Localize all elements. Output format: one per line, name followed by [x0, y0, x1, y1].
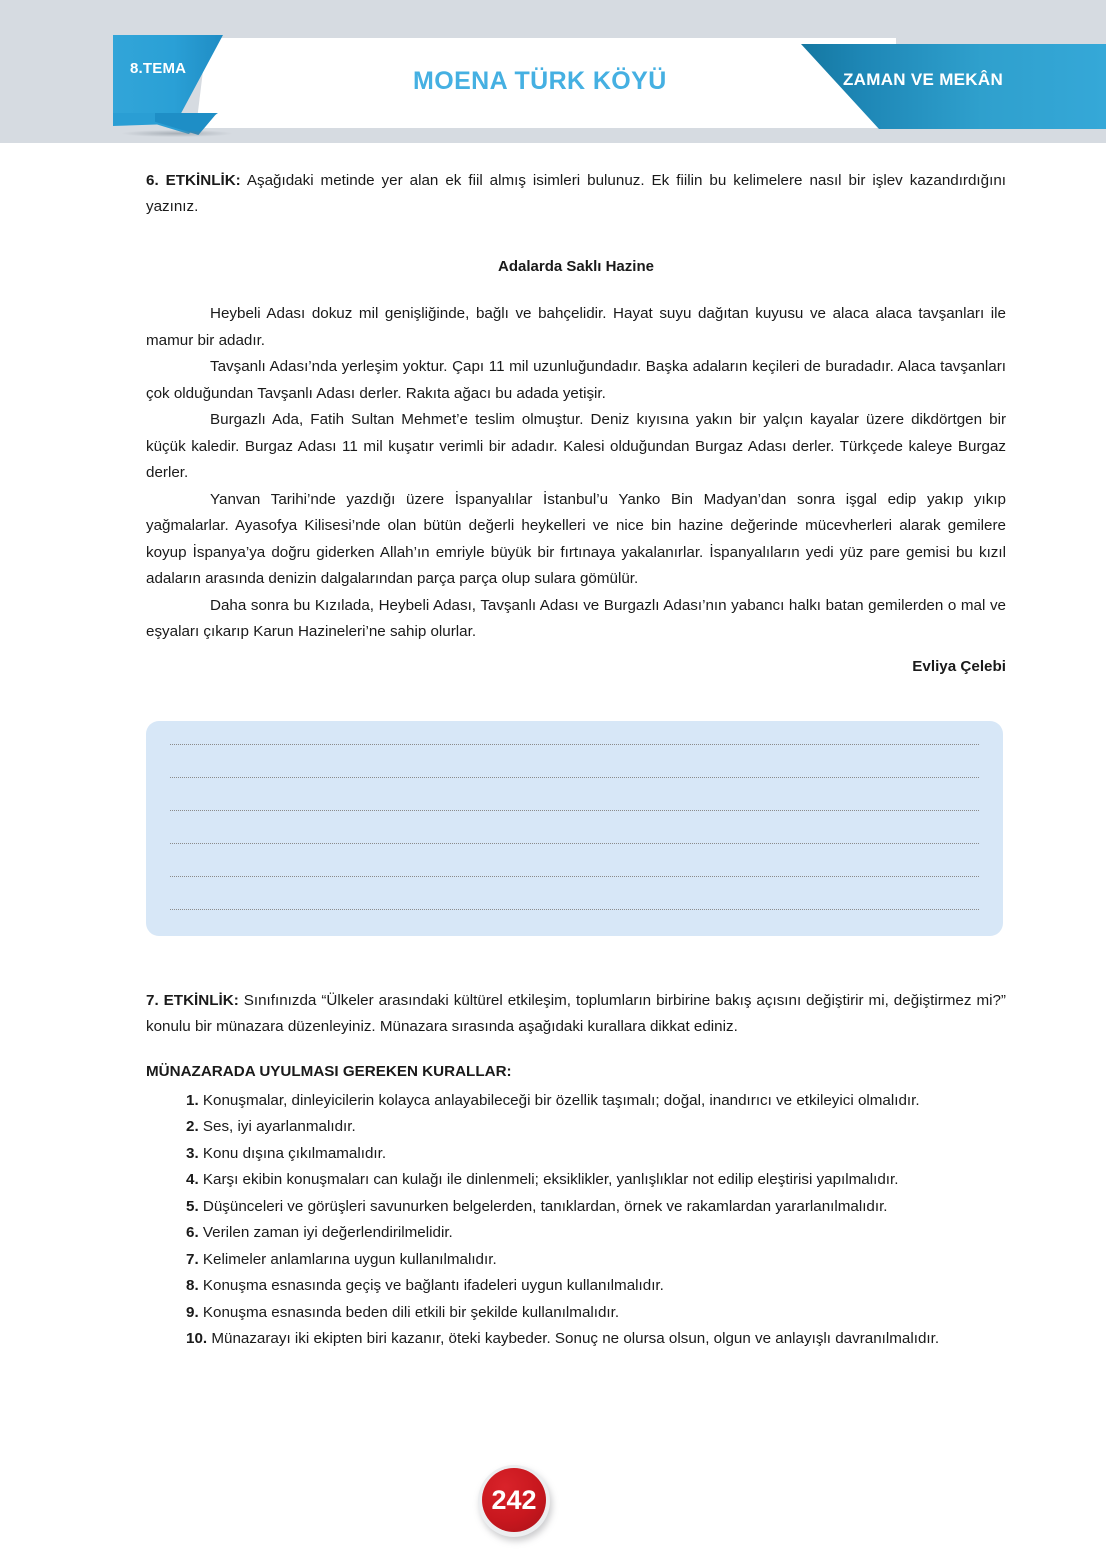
- rule-item: [186, 1141, 1006, 1168]
- rule-item: [186, 1273, 1006, 1300]
- reading-paragraph: Daha sonra bu Kızılada, Heybeli Adası, Tavşanlı Adası ve Burgazlı Adası’nın yabancı halkı batan gemilerden o mal ve eşyaları çıkarıp Karun Hazineleri’ne sahip olurlar.: [146, 596, 1006, 640]
- rule-number: 10.: [186, 1330, 208, 1347]
- reading-paragraph: Burgazlı Ada, Fatih Sultan Mehmet’e teslim olmuştur. Deniz kıyısına yakın bir yalçın kayalar üzere dikdörtgen bir küçük kaledir. Burgaz Adası 11 mil kuşatır verimli bir adadır. Kalesi olduğundan Burgaz Adası derler. Türkçede kaleye Burgaz derler.: [146, 411, 1006, 481]
- rule-item: [186, 1220, 1006, 1247]
- rule-number: 7.: [186, 1250, 199, 1268]
- activity-7-label: 7. ETKİNLİK:: [146, 991, 239, 1009]
- reading-paragraph: Tavşanlı Adası’nda yerleşim yoktur. Çapı 11 mil uzunluğundadır. Başka adaların keçileri de buradadır. Alaca tavşanları çok olduğundan Tavşanlı Adası derler. Rakıta ağacı bu adada yetişir.: [146, 358, 1006, 402]
- activity-7-instruction: Sınıfınızda “Ülkeler arasındaki kültürel etkileşim, toplumların birbirine bakış açısını değiştirir mi, değiştirmez mi?” konulu bir münazara düzenleyiniz. Münazara sırasında aşağıdaki kurallara dikkat ediniz.: [146, 991, 1006, 1035]
- theme-tab-label: 8.TEMA: [130, 60, 187, 77]
- header-right-banner-label: ZAMAN VE MEKÂN: [843, 70, 1004, 89]
- page-number-badge: [478, 1465, 550, 1537]
- rule-number: 4.: [186, 1171, 199, 1188]
- rule-item: [186, 1114, 1006, 1141]
- rule-text: Karşı ekibin konuşmaları can kulağı ile dinlenmeli; eksiklikler, yanlışlıklar not edilip eleştirisi yapılmalıdır.: [198, 1171, 899, 1188]
- rule-item: [186, 1247, 1006, 1274]
- rules-list: [146, 1088, 1006, 1353]
- rule-text: Verilen zaman iyi değerlendirilmelidir.: [198, 1224, 453, 1241]
- rules-heading: MÜNAZARADA UYULMASI GEREKEN KURALLAR:: [146, 1062, 512, 1080]
- answer-line[interactable]: [170, 875, 979, 877]
- rule-item: [186, 1088, 1006, 1115]
- rule-text: Konu dışına çıkılmamalıdır.: [198, 1144, 387, 1162]
- rule-number: 5.: [186, 1197, 199, 1215]
- page-content: [146, 168, 1006, 1353]
- answer-line[interactable]: [170, 776, 979, 778]
- rule-text: Konuşma esnasında geçiş ve bağlantı ifadeleri uygun kullanılmalıdır.: [198, 1277, 664, 1294]
- rule-number: 2.: [186, 1118, 199, 1135]
- rule-number: 6.: [186, 1224, 199, 1241]
- page-header: [0, 0, 1106, 143]
- rule-text: Konuşma esnasında beden dili etkili bir şekilde kullanılmalıdır.: [198, 1303, 620, 1321]
- rule-item: [186, 1326, 1006, 1353]
- rule-number: 9.: [186, 1303, 199, 1321]
- activity-6-label: 6. ETKİNLİK:: [146, 172, 241, 189]
- reading-paragraph: Heybeli Adası dokuz mil genişliğinde, bağlı ve bahçelidir. Hayat suyu dağıtan kuyusu ve alaca alaca tavşanları ile mamur bir adadır.: [146, 305, 1006, 349]
- rule-item: [186, 1167, 1006, 1194]
- answer-line[interactable]: [170, 908, 979, 910]
- activity-7-heading: [146, 988, 1006, 1041]
- page-number: 242: [482, 1468, 546, 1532]
- rule-item: [186, 1300, 1006, 1327]
- page-title: MOENA TÜRK KÖYÜ: [413, 67, 667, 95]
- rule-text: Konuşmalar, dinleyicilerin kolayca anlayabileceği bir özellik taşımalı; doğal, inandırıcı ve etkileyici olmalıdır.: [198, 1091, 920, 1109]
- rule-number: 1.: [186, 1091, 199, 1109]
- answer-box[interactable]: [146, 721, 1003, 936]
- reading-author: Evliya Çelebi: [912, 657, 1006, 675]
- rule-text: Düşünceleri ve görüşleri savunurken belgelerden, tanıklardan, örnek ve rakamlardan yararlanılmalıdır.: [198, 1197, 888, 1215]
- reading-passage: [146, 301, 1006, 646]
- rule-number: 8.: [186, 1277, 199, 1294]
- reading-paragraph: Yanvan Tarihi’nde yazdığı üzere İspanyalılar İstanbul’u Yanko Bin Madyan’dan sonra işgal edip yakıp yıkıp yağmalarlar. Ayasofya Kilisesi’nde olan bütün değerli heykelleri ve nice bin hazine değerinde mücevherleri alarak gemilere koyup İspanya’ya doğru giderken Allah’ın emriyle büyük bir fırtınaya yakalanırlar. İspanyalıların yedi yüz pare gemisi bu kızıl adaların arasında denizin dalgalarından parça parça olup sulara gömülür.: [146, 490, 1006, 587]
- rule-item: [186, 1194, 1006, 1221]
- rule-text: Münazarayı iki ekipten biri kazanır, öteki kaybeder. Sonuç ne olursa olsun, olgun ve anlayışlı davranılmalıdır.: [207, 1330, 940, 1347]
- answer-line[interactable]: [170, 809, 979, 811]
- theme-tab-shadow: [122, 130, 232, 137]
- answer-line[interactable]: [170, 743, 979, 745]
- rule-text: Ses, iyi ayarlanmalıdır.: [198, 1118, 356, 1135]
- reading-title: Adalarda Saklı Hazine: [498, 258, 654, 275]
- rule-text: Kelimeler anlamlarına uygun kullanılmalıdır.: [198, 1250, 497, 1268]
- rule-number: 3.: [186, 1144, 199, 1162]
- activity-6-heading: [146, 168, 1006, 220]
- activity-6-instruction: Aşağıdaki metinde yer alan ek fiil almış isimleri bulunuz. Ek fiilin bu kelimelere nasıl bir işlev kazandırdığını yazınız.: [146, 172, 1006, 215]
- answer-line[interactable]: [170, 842, 979, 844]
